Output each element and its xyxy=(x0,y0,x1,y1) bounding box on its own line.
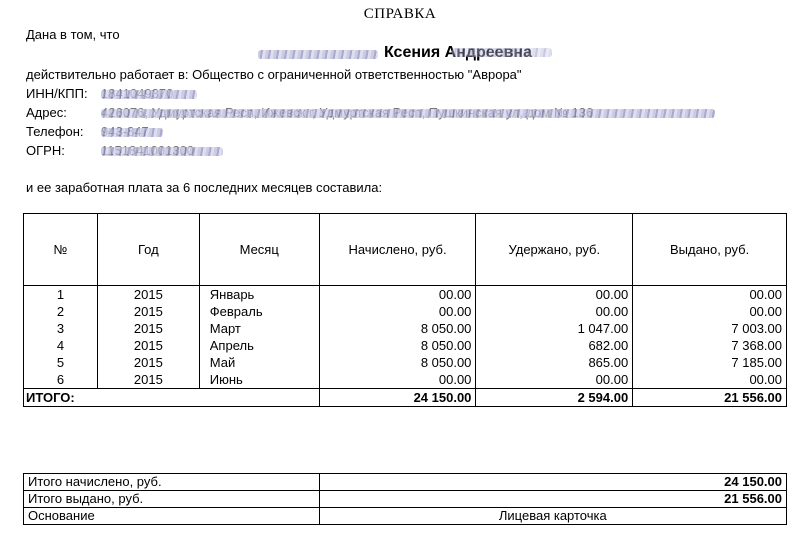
cell-accrued: 8 050.00 xyxy=(319,337,476,354)
summary-paid-value: 21 556.00 xyxy=(319,491,786,508)
table-row xyxy=(24,320,787,337)
redaction-ogrn xyxy=(101,147,223,156)
summary-paid-label: Итого выдано, руб. xyxy=(24,491,320,508)
document-title: СПРАВКА xyxy=(363,6,437,22)
summary-basis-label: Основание xyxy=(24,508,320,525)
cell-month: Январь xyxy=(199,286,319,304)
redaction-surname xyxy=(258,50,378,59)
redaction-address xyxy=(101,109,715,118)
table-row xyxy=(24,371,787,389)
cell-number: 3 xyxy=(24,320,98,337)
cell-withheld: 1 047.00 xyxy=(476,320,633,337)
header-withheld: Удержано, руб. xyxy=(476,214,633,286)
cell-accrued: 8 050.00 xyxy=(319,320,476,337)
cell-paid: 7 368.00 xyxy=(633,337,787,354)
redaction-inn xyxy=(101,90,197,99)
cell-year: 2015 xyxy=(97,371,199,389)
cell-number: 6 xyxy=(24,371,98,389)
cell-withheld: 865.00 xyxy=(476,354,633,371)
address-label: Адрес: xyxy=(26,105,67,120)
total-blank xyxy=(199,389,319,407)
header-year: Год xyxy=(97,214,199,286)
salary-table xyxy=(23,213,787,407)
cell-number: 1 xyxy=(24,286,98,304)
cell-withheld: 00.00 xyxy=(476,303,633,320)
cell-year: 2015 xyxy=(97,303,199,320)
cell-withheld: 00.00 xyxy=(476,371,633,389)
summary-table xyxy=(23,473,787,525)
cell-paid: 00.00 xyxy=(633,371,787,389)
cell-month: Июнь xyxy=(199,371,319,389)
table-row xyxy=(24,337,787,354)
cell-number: 5 xyxy=(24,354,98,371)
cell-paid: 00.00 xyxy=(633,303,787,320)
redaction-name-overlay xyxy=(452,48,552,57)
header-month: Месяц xyxy=(199,214,319,286)
header-paid: Выдано, руб. xyxy=(633,214,787,286)
salary-intro: и ее заработная плата за 6 последних месяцев составила: xyxy=(26,180,383,195)
summary-accrued-value: 24 150.00 xyxy=(319,474,786,491)
cell-withheld: 682.00 xyxy=(476,337,633,354)
cell-month: Март xyxy=(199,320,319,337)
cell-month: Апрель xyxy=(199,337,319,354)
cell-accrued: 00.00 xyxy=(319,371,476,389)
cell-accrued: 00.00 xyxy=(319,303,476,320)
total-blank xyxy=(97,389,199,407)
phone-label: Телефон: xyxy=(26,124,84,139)
table-header-row xyxy=(24,214,787,286)
total-accrued: 24 150.00 xyxy=(319,389,476,407)
header-number: № xyxy=(24,214,98,286)
ogrn-label: ОГРН: xyxy=(26,143,65,158)
cell-month: Май xyxy=(199,354,319,371)
total-row xyxy=(24,389,787,407)
header-accrued: Начислено, руб. xyxy=(319,214,476,286)
redaction-phone xyxy=(101,128,163,137)
cell-number: 4 xyxy=(24,337,98,354)
cell-accrued: 8 050.00 xyxy=(319,354,476,371)
cell-paid: 7 185.00 xyxy=(633,354,787,371)
total-withheld: 2 594.00 xyxy=(476,389,633,407)
table-row xyxy=(24,354,787,371)
table-row xyxy=(24,303,787,320)
cell-withheld: 00.00 xyxy=(476,286,633,304)
summary-basis-value: Лицевая карточка xyxy=(319,508,786,525)
intro-text: Дана в том, что xyxy=(26,27,120,42)
cell-paid: 00.00 xyxy=(633,286,787,304)
summary-row-accrued xyxy=(24,474,787,491)
total-paid: 21 556.00 xyxy=(633,389,787,407)
employee-name: Ксения Андреевна xyxy=(384,44,532,61)
summary-row-basis xyxy=(24,508,787,525)
cell-paid: 7 003.00 xyxy=(633,320,787,337)
cell-year: 2015 xyxy=(97,320,199,337)
total-label: ИТОГО: xyxy=(24,389,98,407)
cell-accrued: 00.00 xyxy=(319,286,476,304)
inn-label: ИНН/КПП: xyxy=(26,86,88,101)
summary-row-paid xyxy=(24,491,787,508)
table-row xyxy=(24,286,787,304)
cell-month: Февраль xyxy=(199,303,319,320)
cell-year: 2015 xyxy=(97,337,199,354)
cell-number: 2 xyxy=(24,303,98,320)
summary-accrued-label: Итого начислено, руб. xyxy=(24,474,320,491)
cell-year: 2015 xyxy=(97,354,199,371)
employer-line: действительно работает в: Общество с ограниченной ответственностью "Аврора" xyxy=(26,67,522,82)
cell-year: 2015 xyxy=(97,286,199,304)
